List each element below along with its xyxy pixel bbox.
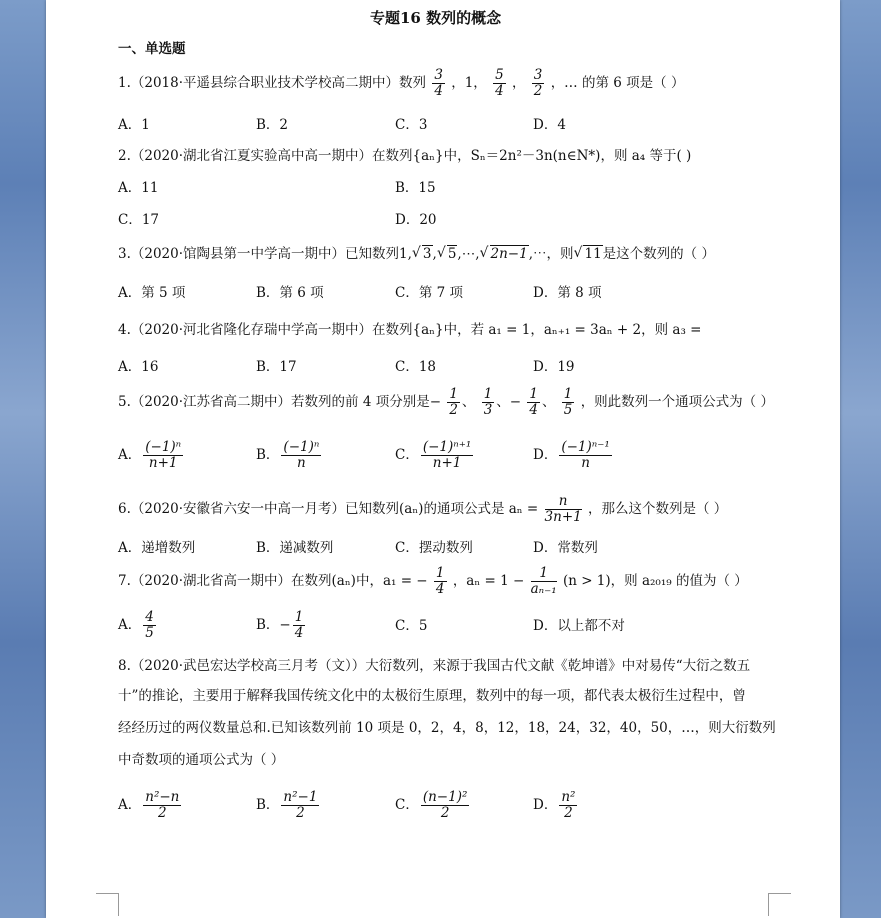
fraction: $\frac{\text{(−1)ⁿ}}{n+1}$ bbox=[145, 439, 182, 471]
page-corner-mark bbox=[96, 893, 119, 916]
option-d: D．20 bbox=[395, 212, 437, 228]
window-background-left bbox=[0, 0, 46, 918]
fraction: $\frac{1}{4}$ bbox=[529, 386, 538, 418]
section-heading: 一、单选题 bbox=[118, 41, 186, 57]
fraction: $\frac{n}{3n+1}$ bbox=[544, 493, 582, 525]
fraction: $\frac{1}{\text{aₙ₋₁}}$ bbox=[530, 565, 557, 597]
option-c: C．18 bbox=[395, 359, 437, 375]
question-8-line-2: 十”的推论，主要用于解释我国传统文化中的太极衍生原理，数列中的每一项，都代表太极衍生过程中，曾 bbox=[118, 688, 746, 704]
question-text: 5.（2020·江苏省高二期中）若数列的前 4 项分别是− bbox=[118, 394, 442, 410]
option-c: C．17 bbox=[118, 212, 160, 228]
option-a: A．11 bbox=[118, 180, 159, 196]
option-d: D．4 bbox=[533, 117, 566, 133]
window-background-right bbox=[840, 0, 881, 918]
fraction: $\frac{1}{3}$ bbox=[483, 386, 493, 418]
fraction: $\frac{1}{4}$ bbox=[435, 565, 445, 597]
question-7: 7.（2020·湖北省高一期中）在数列(aₙ)中，a₁ = − $\frac{1}{4}$ ，aₙ = 1 − $\frac{1}{\text{aₙ₋₁}}$ (n > 1)，则 a₂₀₁₉ 的值为（ ） bbox=[118, 565, 748, 597]
option-c: C．5 bbox=[395, 618, 428, 634]
document-page bbox=[46, 0, 840, 918]
option-b: B． $\frac{\text{n²−1}}{2}$ bbox=[256, 789, 318, 821]
option-b: B．递减数列 bbox=[256, 540, 334, 556]
fraction: $\frac{\text{(−1)ⁿ⁻¹}}{n}$ bbox=[561, 439, 610, 471]
option-d: D． $\frac{\text{(−1)ⁿ⁻¹}}{n}$ bbox=[533, 439, 610, 471]
fraction: $\frac{1}{2}$ bbox=[449, 386, 458, 418]
option-c: C． $\frac{\text{(−1)ⁿ⁺¹}}{n+1}$ bbox=[395, 439, 472, 471]
option-c: C．摆动数列 bbox=[395, 540, 473, 556]
option-b: B．2 bbox=[256, 117, 289, 133]
option-c: C．3 bbox=[395, 117, 428, 133]
option-b: B．第 6 项 bbox=[256, 285, 324, 301]
radical: √ 5 bbox=[439, 246, 458, 262]
option-c: C． $\frac{\text{(n−1)²}}{2}$ bbox=[395, 789, 468, 821]
option-a: A． $\frac{4}{5}$ bbox=[118, 609, 154, 641]
question-6: 6.（2020·安徽省六安一中高一月考）已知数列(aₙ)的通项公式是 aₙ = $\frac{n}{3n+1}$ ，那么这个数列是（ ） bbox=[118, 493, 728, 525]
option-b: B． $\frac{\text{(−1)ⁿ}}{n}$ bbox=[256, 439, 320, 471]
fraction: $\frac{5}{4}$ bbox=[495, 67, 504, 99]
option-a: A． $\frac{\text{n²−n}}{2}$ bbox=[118, 789, 180, 821]
option-a: A．16 bbox=[118, 359, 159, 375]
option-c: C．第 7 项 bbox=[395, 285, 464, 301]
radical: √ 2n−1 bbox=[482, 246, 529, 262]
fraction: $\frac{\text{n²−1}}{2}$ bbox=[283, 789, 318, 821]
fraction: $\frac{1}{4}$ bbox=[294, 609, 304, 641]
option-d: D．以上都不对 bbox=[533, 618, 625, 634]
option-b: B．− $\frac{1}{4}$ bbox=[256, 609, 304, 641]
option-a: A． $\frac{\text{(−1)ⁿ}}{n+1}$ bbox=[118, 439, 182, 471]
fraction: $\frac{\text{(n−1)²}}{2}$ bbox=[422, 789, 468, 821]
radical: √ 11 bbox=[575, 246, 602, 262]
question-8-line-3: 经经历过的两仪数量总和.已知该数列前 10 项是 0，2，4，8，12，18，24，32，40，50，…，则大衍数列 bbox=[118, 720, 776, 736]
question-3: 3.（2020·馆陶县第一中学高一期中）已知数列1,√ 3,√ 5,⋯,√ 2n−1,⋯，则√ 11是这个数列的（ ） bbox=[118, 246, 715, 262]
option-a: A．递增数列 bbox=[118, 540, 196, 556]
option-a: A．1 bbox=[118, 117, 150, 133]
question-text: 7.（2020·湖北省高一期中）在数列(aₙ)中，a₁ = − bbox=[118, 573, 428, 589]
option-b: B．15 bbox=[395, 180, 436, 196]
question-4: 4.（2020·河北省隆化存瑞中学高一期中）在数列{aₙ}中，若 a₁ = 1，aₙ₊₁ = 3aₙ + 2，则 a₃ = bbox=[118, 322, 702, 338]
document-title: 专题16 数列的概念 bbox=[370, 9, 502, 27]
option-d: D． $\frac{\text{n²}}{2}$ bbox=[533, 789, 576, 821]
option-a: A．第 5 项 bbox=[118, 285, 186, 301]
question-1: 1.（2018·平遥县综合职业技术学校高二期中）数列 $\frac{3}{4}$ ，1， $\frac{5}{4}$ ， $\frac{3}{2}$ ，… 的第 6 项是（ ） bbox=[118, 67, 685, 99]
option-d: D．第 8 项 bbox=[533, 285, 602, 301]
fraction: $\frac{\text{(−1)ⁿ⁺¹}}{n+1}$ bbox=[422, 439, 472, 471]
page-corner-mark bbox=[768, 893, 791, 916]
question-5: 5.（2020·江苏省高二期中）若数列的前 4 项分别是− $\frac{1}{2}$ 、 $\frac{1}{3}$ 、− $\frac{1}{4}$ 、 $\frac{1}{5}$ ，则此数列一个通项公式为（ ） bbox=[118, 386, 774, 418]
question-8-line-1: 8.（2020·武邑宏达学校高三月考（文））大衍数列，来源于我国古代文献《乾坤谱》中对易传“大衍之数五 bbox=[118, 658, 751, 674]
fraction: $\frac{\text{(−1)ⁿ}}{n}$ bbox=[283, 439, 320, 471]
question-text: 3.（2020·馆陶县第一中学高一期中）已知数列1, bbox=[118, 246, 412, 262]
fraction: $\frac{1}{5}$ bbox=[563, 386, 573, 418]
fraction: $\frac{\text{n²}}{2}$ bbox=[561, 789, 576, 821]
radical: √ 3 bbox=[414, 246, 433, 262]
option-d: D．常数列 bbox=[533, 540, 598, 556]
question-8-line-4: 中奇数项的通项公式为（ ） bbox=[118, 752, 285, 768]
question-text: 1.（2018·平遥县综合职业技术学校高二期中）数列 bbox=[118, 75, 427, 91]
option-b: B．17 bbox=[256, 359, 297, 375]
fraction: $\frac{4}{5}$ bbox=[145, 609, 154, 641]
fraction: $\frac{\text{n²−n}}{2}$ bbox=[145, 789, 180, 821]
question-2: 2.（2020·湖北省江夏实验高中高一期中）在数列{aₙ}中，Sₙ＝2n²－3n(n∈N*)，则 a₄ 等于( ) bbox=[118, 148, 692, 164]
question-text: 6.（2020·安徽省六安一中高一月考）已知数列(aₙ)的通项公式是 aₙ = bbox=[118, 501, 539, 517]
fraction: $\frac{3}{2}$ bbox=[533, 67, 543, 99]
fraction: $\frac{3}{4}$ bbox=[434, 67, 443, 99]
option-d: D．19 bbox=[533, 359, 575, 375]
